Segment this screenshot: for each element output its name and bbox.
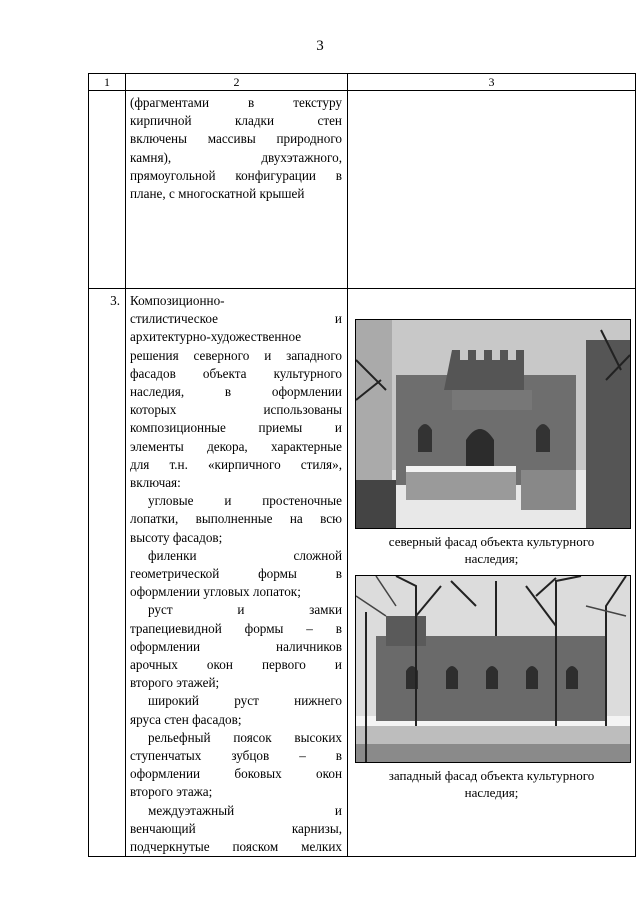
text-line: включены массивы природного xyxy=(130,131,342,147)
text-line: стилистическое и xyxy=(130,311,342,327)
row3-photo-cell xyxy=(348,289,636,857)
text-line: высоту фасадов; xyxy=(130,529,223,545)
text-line: элементы декора, характерные xyxy=(130,438,342,454)
text-line: широкий руст нижнего xyxy=(148,693,342,709)
row3-description-text xyxy=(130,292,342,856)
west-caption-line-2: наследия; xyxy=(464,785,519,800)
list-item-paragraph xyxy=(130,729,342,802)
continuation-text xyxy=(130,94,342,203)
text-line: которых использованы xyxy=(130,402,342,418)
monument-description-table xyxy=(88,73,636,857)
header-col-3: 3 xyxy=(348,74,636,91)
text-line: яруса стен фасадов; xyxy=(130,711,242,727)
header-col-1: 1 xyxy=(89,74,126,91)
text-line: камня), двухэтажного, xyxy=(130,149,342,165)
text-line: (фрагментами в текстуру xyxy=(130,95,342,110)
text-line: Композиционно- xyxy=(130,293,225,308)
text-line: ступенчатых зубцов – в xyxy=(130,748,342,764)
text-line: оформлении наличников xyxy=(130,638,342,654)
continuation-image-cell-empty xyxy=(348,91,636,289)
text-line: угловые и простеночные xyxy=(148,493,342,509)
row-number-cell xyxy=(89,289,126,857)
text-line: включая: xyxy=(130,475,181,491)
text-line: арочных окон первого и xyxy=(130,657,342,673)
text-line: для т.н. «кирпичного стиля», xyxy=(130,456,342,472)
text-line: фасадов объекта культурного xyxy=(130,365,342,381)
header-col-2: 2 xyxy=(126,74,348,91)
west-facade-image xyxy=(356,576,630,762)
row-number-cell-empty xyxy=(89,91,126,289)
text-line: лопатки, выполненные на всю xyxy=(130,511,342,527)
text-line: композиционные приемы и xyxy=(130,420,342,436)
text-line: рельефный поясок высоких xyxy=(148,729,342,745)
intro-paragraph xyxy=(130,292,342,492)
text-line: подчеркнутые пояском мелких xyxy=(130,839,342,855)
page-number: 3 xyxy=(316,38,324,54)
photo-north-caption xyxy=(348,529,635,567)
text-line: междуэтажный и xyxy=(148,802,342,818)
row3-text-cell xyxy=(126,289,348,857)
photo-north-facade xyxy=(355,319,631,529)
text-line: филенки сложной xyxy=(148,547,342,563)
north-facade-image xyxy=(356,320,630,528)
list-item-paragraph xyxy=(130,692,342,728)
photo-west-caption xyxy=(348,763,635,801)
list-item-paragraph xyxy=(130,547,342,602)
text-line: руст и замки xyxy=(148,602,342,618)
row-number: 3. xyxy=(110,293,120,308)
text-line: решения северного и западного xyxy=(130,347,342,363)
text-line: оформлении угловых лопаток; xyxy=(130,584,301,600)
text-line: наследия, в оформлении xyxy=(130,384,342,400)
text-line: кирпичной кладки стен xyxy=(130,113,342,129)
table-row-continuation xyxy=(89,91,636,289)
table-header-row xyxy=(89,74,636,91)
text-line: прямоугольной конфигурации в xyxy=(130,167,342,183)
text-line: венчающий карнизы, xyxy=(130,820,342,836)
text-line: архитектурно-художественное xyxy=(130,329,302,345)
photo-west-facade xyxy=(355,575,631,763)
text-line: второго этажей; xyxy=(130,675,220,691)
west-caption-line-1: западный фасад объекта культурного xyxy=(388,768,595,783)
list-item-paragraph xyxy=(130,601,342,692)
text-line: трапециевидной формы – в xyxy=(130,620,342,636)
text-line: геометрической формы в xyxy=(130,566,342,582)
table-row-3 xyxy=(89,289,636,857)
text-line: второго этажа; xyxy=(130,784,213,800)
north-caption-line-2: наследия; xyxy=(464,551,519,566)
list-item-paragraph xyxy=(130,802,342,857)
continuation-text-cell xyxy=(126,91,348,289)
text-line: плане, с многоскатной крышей xyxy=(130,186,305,202)
text-line: оформлении боковых окон xyxy=(130,766,342,782)
north-caption-line-1: северный фасад объекта культурного xyxy=(388,534,595,549)
list-item-paragraph xyxy=(130,492,342,547)
